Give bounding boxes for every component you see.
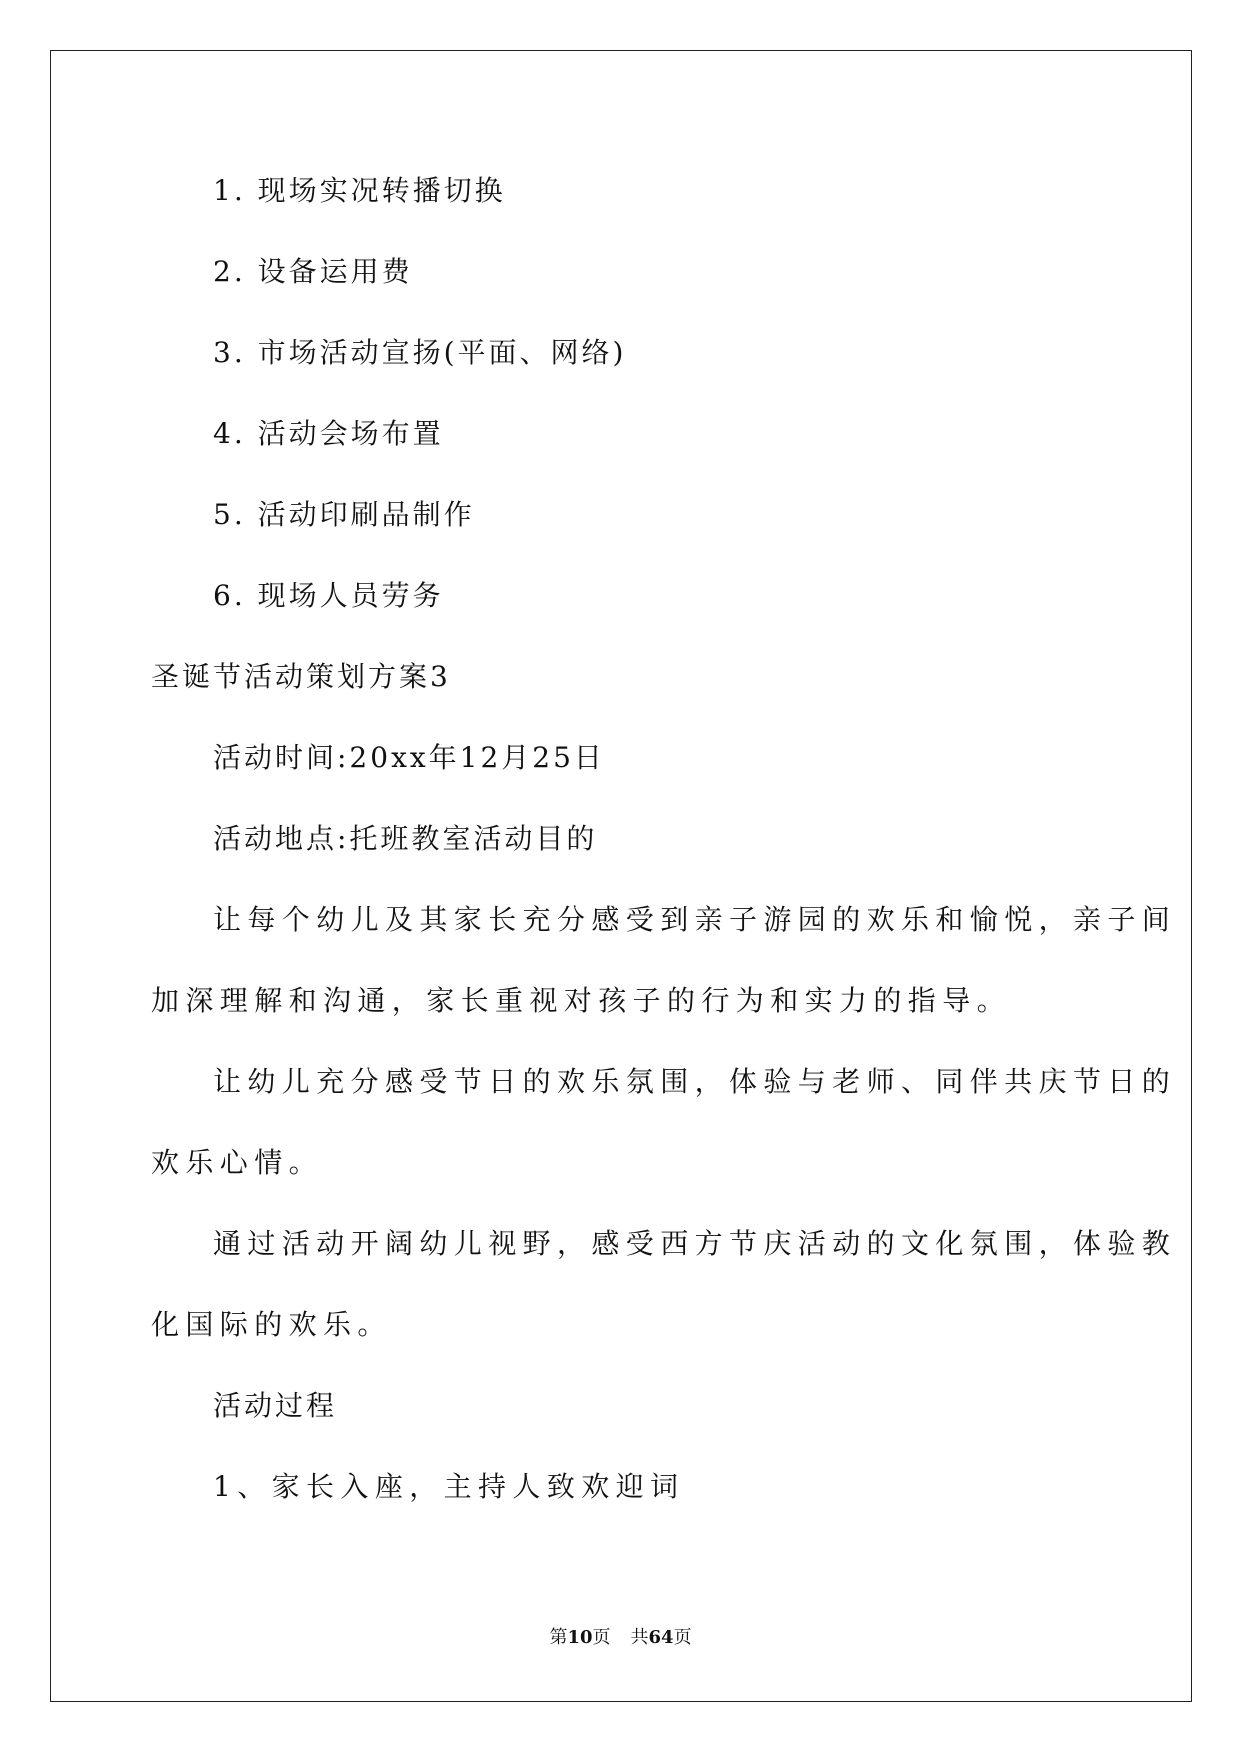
section-heading: 圣诞节活动策划方案3 bbox=[151, 660, 451, 693]
list-item: 3. 市场活动宣扬(平面、网络) bbox=[213, 336, 627, 369]
paragraph-line: 通过活动开阔幼儿视野，感受西方节庆活动的文化氛围，体验教 bbox=[213, 1227, 1177, 1260]
paragraph-line: 让每个幼儿及其家长充分感受到亲子游园的欢乐和愉悦，亲子间 bbox=[213, 903, 1177, 936]
paragraph-line: 活动时间:20xx年12月25日 bbox=[213, 741, 605, 774]
list-item: 4. 活动会场布置 bbox=[213, 417, 444, 450]
list-item: 6. 现场人员劳务 bbox=[213, 579, 444, 612]
paragraph-line: 让幼儿充分感受节日的欢乐氛围，体验与老师、同伴共庆节日的 bbox=[213, 1065, 1177, 1098]
paragraph-line: 1、家长入座，主持人致欢迎词 bbox=[213, 1470, 685, 1503]
footer-total-suffix: 页 bbox=[673, 1627, 692, 1648]
list-item: 5. 活动印刷品制作 bbox=[213, 498, 475, 531]
footer-total-prefix: 共 bbox=[630, 1627, 649, 1648]
paragraph-line: 加深理解和沟通，家长重视对孩子的行为和实力的指导。 bbox=[151, 984, 1012, 1017]
paragraph-line: 活动过程 bbox=[213, 1389, 338, 1422]
paragraph-line: 欢乐心情。 bbox=[151, 1146, 324, 1179]
list-item: 1. 现场实况转播切换 bbox=[213, 174, 506, 207]
page-number: 10 bbox=[567, 1627, 593, 1648]
page-footer bbox=[0, 1626, 1241, 1650]
page-border bbox=[50, 50, 1192, 1702]
paragraph-line: 活动地点:托班教室活动目的 bbox=[213, 822, 598, 855]
paragraph-line: 化国际的欢乐。 bbox=[151, 1308, 392, 1341]
footer-prefix: 第 bbox=[549, 1627, 568, 1648]
list-item: 2. 设备运用费 bbox=[213, 255, 413, 288]
total-pages: 64 bbox=[648, 1627, 674, 1648]
footer-page-suffix: 页 bbox=[592, 1627, 611, 1648]
